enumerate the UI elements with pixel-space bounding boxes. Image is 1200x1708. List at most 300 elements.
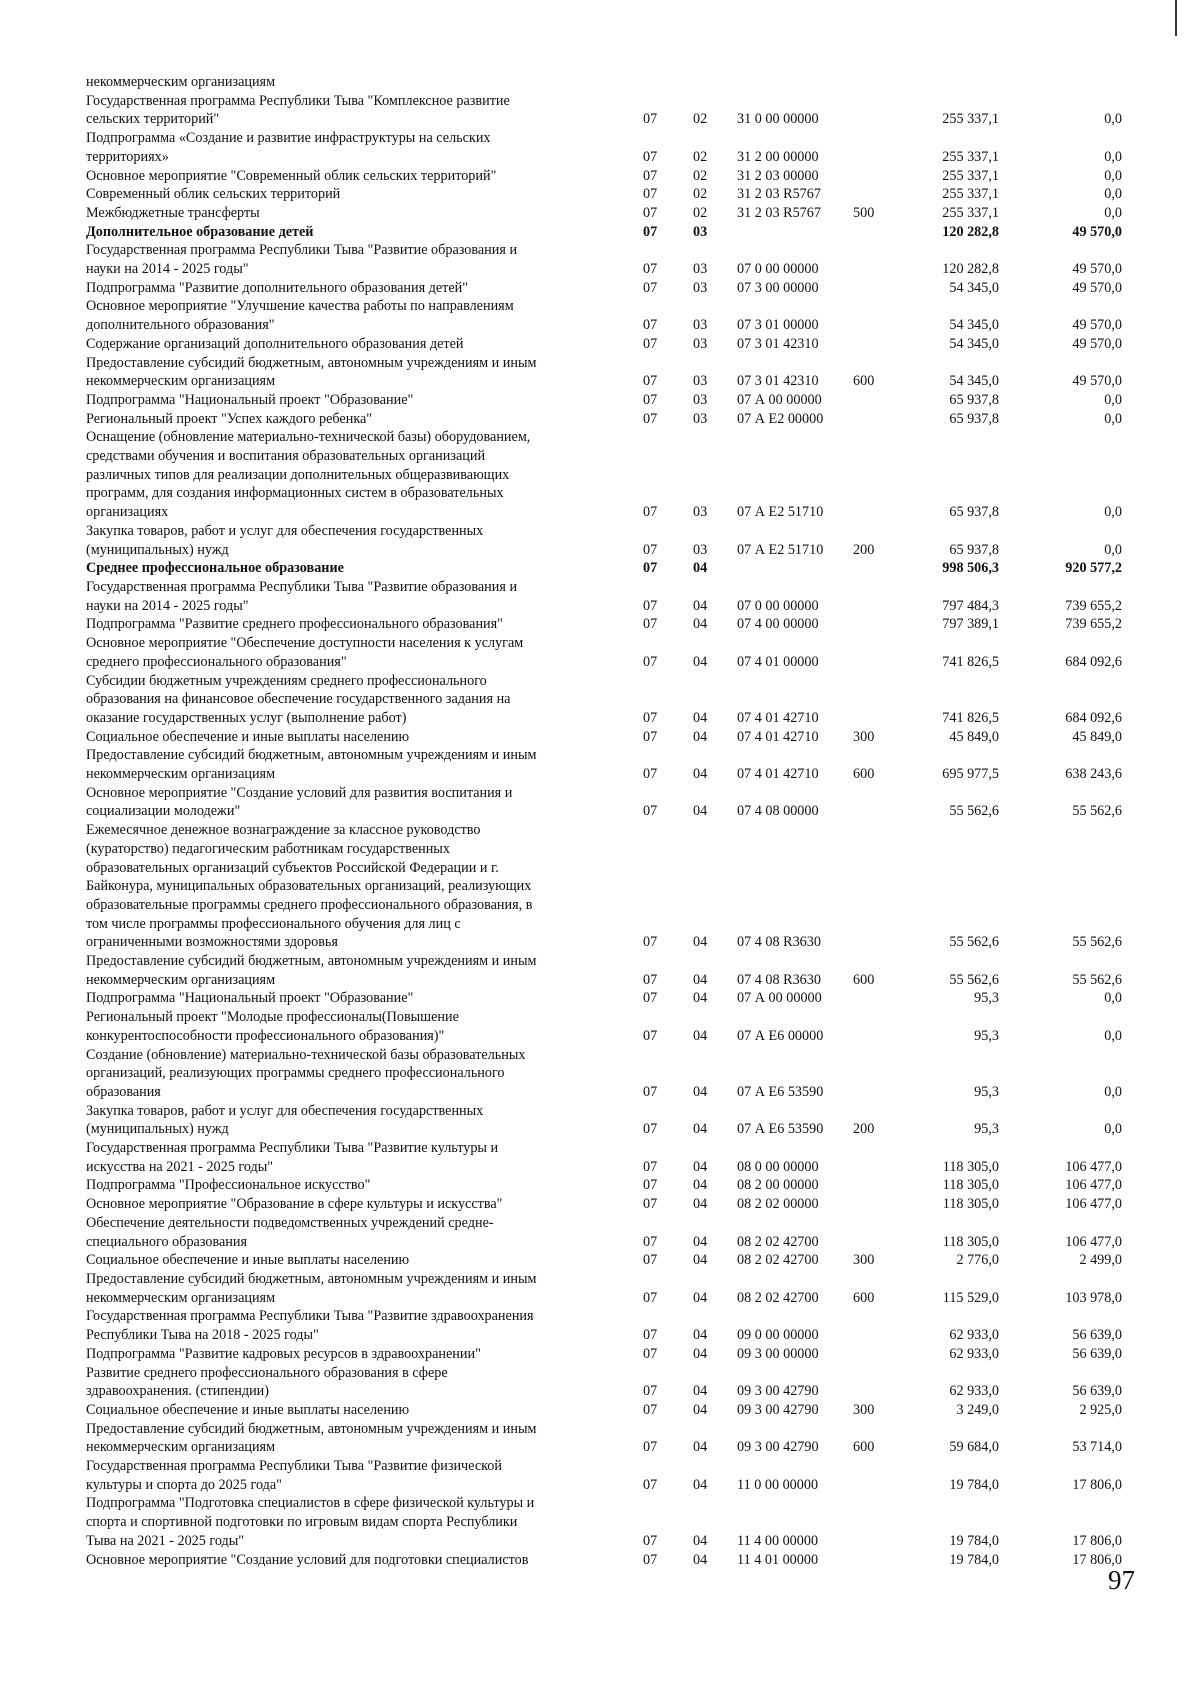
table-row	[86, 1046, 1146, 1102]
row-name-line: искусства на 2021 - 2025 годы"	[86, 1158, 274, 1175]
row-name	[86, 167, 631, 186]
section-code: 07	[643, 934, 658, 951]
table-row	[86, 672, 1146, 728]
row-name	[86, 204, 631, 223]
row-name	[86, 634, 631, 671]
table-row	[86, 634, 1146, 671]
amount-year-1: 54 345,0	[949, 317, 999, 334]
amount-year-2: 55 562,6	[1072, 971, 1122, 988]
amount-year-1: 118 305,0	[942, 1233, 999, 1250]
amount-year-2: 638 243,6	[1065, 766, 1122, 783]
subsection-code: 04	[693, 1401, 708, 1418]
amount-year-1: 3 249,0	[956, 1401, 999, 1418]
amount-year-1: 95,3	[974, 990, 999, 1007]
amount-year-1: 118 305,0	[942, 1158, 999, 1175]
row-name-line: Предоставление субсидий бюджетным, автономным учреждениям и иным	[86, 354, 537, 371]
subsection-code: 03	[693, 410, 708, 427]
table-row	[86, 1364, 1146, 1401]
row-name-line: Социальное обеспечение и иные выплаты населению	[86, 1401, 410, 1418]
section-code: 07	[643, 261, 658, 278]
row-name-line: образовательных организаций субъектов Российской Федерации и г.	[86, 859, 499, 876]
table-row	[86, 1420, 1146, 1457]
amount-year-2: 2 499,0	[1079, 1252, 1122, 1269]
expense-type-code: 300	[853, 1401, 875, 1418]
row-name	[86, 92, 631, 129]
section-code: 07	[643, 597, 658, 614]
target-article-code: 07 4 08 R3630	[737, 934, 821, 951]
table-row	[86, 784, 1146, 821]
amount-year-1: 95,3	[974, 1083, 999, 1100]
row-name-line: различных типов для реализации дополнительных общеразвивающих	[86, 466, 510, 483]
section-code: 07	[643, 204, 658, 221]
amount-year-2: 49 570,0	[1072, 317, 1122, 334]
section-code: 07	[643, 1177, 658, 1194]
row-name	[86, 1270, 631, 1307]
amount-year-2: 49 570,0	[1072, 223, 1122, 240]
amount-year-1: 255 337,1	[942, 204, 999, 221]
table-row	[86, 279, 1146, 298]
row-name-line: Среднее профессиональное образование	[86, 560, 344, 577]
table-row	[86, 578, 1146, 615]
target-article-code: 07 А Е2 51710	[737, 504, 824, 521]
subsection-code: 04	[693, 1289, 708, 1306]
amount-year-1: 255 337,1	[942, 111, 999, 128]
target-article-code: 31 0 00 00000	[737, 111, 819, 128]
subsection-code: 04	[693, 616, 708, 633]
target-article-code: 11 4 01 00000	[737, 1551, 819, 1568]
subsection-code: 03	[693, 223, 708, 240]
section-code: 07	[643, 335, 658, 352]
target-article-code: 07 4 01 42710	[737, 709, 819, 726]
amount-year-2: 45 849,0	[1072, 728, 1122, 745]
table-row	[86, 1176, 1146, 1195]
section-code: 07	[643, 1196, 658, 1213]
table-row	[86, 821, 1146, 952]
subsection-code: 04	[693, 1196, 708, 1213]
target-article-code: 07 4 01 00000	[737, 653, 819, 670]
table-row	[86, 185, 1146, 204]
target-article-code: 07 3 01 00000	[737, 317, 819, 334]
row-name	[86, 335, 631, 354]
row-name-line: культуры и спорта до 2025 года"	[86, 1476, 282, 1493]
target-article-code: 07 4 01 42710	[737, 766, 819, 783]
row-name-line: (кураторство) педагогическим работникам государственных	[86, 840, 450, 857]
target-article-code: 08 2 02 42700	[737, 1233, 819, 1250]
section-code: 07	[643, 111, 658, 128]
amount-year-2: 684 092,6	[1065, 709, 1122, 726]
row-name-line: образования	[86, 1083, 161, 1100]
budget-table	[86, 73, 1146, 1569]
row-name-line: территориях»	[86, 148, 169, 165]
target-article-code: 11 4 00 00000	[737, 1532, 819, 1549]
table-row	[86, 1551, 1146, 1570]
row-name-line: Предоставление субсидий бюджетным, автономным учреждениям и иным	[86, 1420, 537, 1437]
subsection-code: 04	[693, 1027, 708, 1044]
row-name	[86, 354, 631, 391]
target-article-code: 08 2 02 42700	[737, 1252, 819, 1269]
row-name	[86, 428, 631, 522]
target-article-code: 08 2 02 00000	[737, 1196, 819, 1213]
target-article-code: 07 3 00 00000	[737, 279, 819, 296]
section-code: 07	[643, 167, 658, 184]
row-name	[86, 1345, 631, 1364]
amount-year-1: 19 784,0	[949, 1551, 999, 1568]
target-article-code: 07 4 00 00000	[737, 616, 819, 633]
table-row	[86, 335, 1146, 354]
row-name-line: Субсидии бюджетным учреждениям среднего профессионального	[86, 672, 487, 689]
target-article-code: 07 0 00 00000	[737, 261, 819, 278]
amount-year-1: 95,3	[974, 1121, 999, 1138]
subsection-code: 04	[693, 1345, 708, 1362]
amount-year-2: 17 806,0	[1072, 1551, 1122, 1568]
row-name-line: Подпрограмма «Создание и развитие инфраструктуры на сельских	[86, 130, 491, 147]
expense-type-code: 200	[853, 1121, 875, 1138]
amount-year-1: 65 937,8	[949, 391, 999, 408]
table-row	[86, 1307, 1146, 1344]
subsection-code: 03	[693, 504, 708, 521]
amount-year-2: 0,0	[1104, 391, 1122, 408]
row-name	[86, 1046, 631, 1102]
row-name	[86, 952, 631, 989]
target-article-code: 07 А Е6 53590	[737, 1121, 824, 1138]
row-name-line: некоммерческим организациям	[86, 74, 276, 90]
target-article-code: 07 0 00 00000	[737, 597, 819, 614]
table-row	[86, 391, 1146, 410]
target-article-code: 31 2 03 R5767	[737, 186, 821, 203]
row-name-line: Государственная программа Республики Тыва "Развитие образования и	[86, 578, 518, 595]
amount-year-2: 0,0	[1104, 1083, 1122, 1100]
section-code: 07	[643, 653, 658, 670]
section-code: 07	[643, 1233, 658, 1250]
row-name-line: Межбюджетные трансферты	[86, 204, 260, 221]
table-row	[86, 1195, 1146, 1214]
amount-year-1: 255 337,1	[942, 148, 999, 165]
subsection-code: 02	[693, 186, 708, 203]
row-name-line: некоммерческим организациям	[86, 373, 276, 390]
row-name-line: Основное мероприятие "Создание условий для развития воспитания и	[86, 784, 513, 801]
amount-year-1: 45 849,0	[949, 728, 999, 745]
table-row	[86, 1214, 1146, 1251]
row-name-line: Закупка товаров, работ и услуг для обеспечения государственных	[86, 522, 484, 539]
subsection-code: 03	[693, 317, 708, 334]
subsection-code: 04	[693, 597, 708, 614]
row-name-line: конкурентоспособности профессионального образования)"	[86, 1027, 445, 1044]
amount-year-2: 103 978,0	[1065, 1289, 1122, 1306]
row-name-line: Подпрограмма "Национальный проект "Образование"	[86, 990, 414, 1007]
section-code: 07	[643, 1121, 658, 1138]
section-code: 07	[643, 766, 658, 783]
section-code: 07	[643, 803, 658, 820]
table-row	[86, 92, 1146, 129]
row-name-line: Основное мероприятие "Улучшение качества работы по направлениям	[86, 298, 514, 315]
table-row	[86, 223, 1146, 242]
row-name-line: Подпрограмма "Развитие дополнительного образования детей"	[86, 279, 469, 296]
table-row	[86, 1102, 1146, 1139]
subsection-code: 03	[693, 335, 708, 352]
section-code: 07	[643, 1289, 658, 1306]
expense-type-code: 600	[853, 766, 875, 783]
amount-year-1: 54 345,0	[949, 279, 999, 296]
section-code: 07	[643, 1532, 658, 1549]
section-code: 07	[643, 1252, 658, 1269]
section-code: 07	[643, 148, 658, 165]
table-row	[86, 952, 1146, 989]
amount-year-1: 797 484,3	[942, 597, 999, 614]
amount-year-1: 695 977,5	[942, 766, 999, 783]
row-name-line: Региональный проект "Молодые профессионалы(Повышение	[86, 1009, 459, 1026]
table-row	[86, 241, 1146, 278]
row-name	[86, 410, 631, 429]
table-row	[86, 615, 1146, 634]
amount-year-2: 106 477,0	[1065, 1233, 1122, 1250]
subsection-code: 04	[693, 1327, 708, 1344]
row-name-line: Социальное обеспечение и иные выплаты населению	[86, 1252, 410, 1269]
amount-year-1: 59 684,0	[949, 1439, 999, 1456]
row-name-line: Байконура, муниципальных образовательных организаций, реализующих	[86, 878, 532, 895]
amount-year-1: 55 562,6	[949, 971, 999, 988]
row-name-line: здравоохранения. (стипендии)	[86, 1383, 269, 1400]
row-name-line: Ежемесячное денежное вознаграждение за классное руководство	[86, 822, 481, 839]
amount-year-1: 118 305,0	[942, 1177, 999, 1194]
subsection-code: 03	[693, 279, 708, 296]
amount-year-2: 684 092,6	[1065, 653, 1122, 670]
amount-year-2: 55 562,6	[1072, 803, 1122, 820]
expense-type-code: 300	[853, 1252, 875, 1269]
scan-edge-mark	[1175, 0, 1177, 36]
row-name	[86, 1494, 631, 1550]
section-code: 07	[643, 1083, 658, 1100]
target-article-code: 07 А Е6 53590	[737, 1083, 824, 1100]
amount-year-2: 49 570,0	[1072, 279, 1122, 296]
section-code: 07	[643, 1027, 658, 1044]
row-name-line: Подпрограмма "Профессиональное искусство"	[86, 1177, 371, 1194]
row-name	[86, 185, 631, 204]
target-article-code: 08 2 02 42700	[737, 1289, 819, 1306]
subsection-code: 04	[693, 1233, 708, 1250]
subsection-code: 04	[693, 1439, 708, 1456]
amount-year-1: 62 933,0	[949, 1327, 999, 1344]
subsection-code: 04	[693, 560, 708, 577]
table-row	[86, 1345, 1146, 1364]
subsection-code: 02	[693, 167, 708, 184]
section-code: 07	[643, 1383, 658, 1400]
amount-year-2: 17 806,0	[1072, 1476, 1122, 1493]
target-article-code: 07 4 08 00000	[737, 803, 819, 820]
row-name-line: Современный облик сельских территорий	[86, 186, 341, 203]
row-name	[86, 559, 631, 578]
target-article-code: 31 2 03 00000	[737, 167, 819, 184]
row-name-line: среднего профессионального образования"	[86, 653, 347, 670]
amount-year-1: 118 305,0	[942, 1196, 999, 1213]
subsection-code: 04	[693, 934, 708, 951]
target-article-code: 11 0 00 00000	[737, 1476, 819, 1493]
target-article-code: 07 4 01 42710	[737, 728, 819, 745]
subsection-code: 04	[693, 990, 708, 1007]
table-row	[86, 410, 1146, 429]
row-name	[86, 1401, 631, 1420]
row-name	[86, 578, 631, 615]
amount-year-1: 19 784,0	[949, 1476, 999, 1493]
row-name	[86, 1457, 631, 1494]
amount-year-1: 2 776,0	[956, 1252, 999, 1269]
section-code: 07	[643, 1401, 658, 1418]
row-name	[86, 297, 631, 334]
target-article-code: 07 4 08 R3630	[737, 971, 821, 988]
row-name-line: (муниципальных) нужд	[86, 541, 229, 558]
table-row	[86, 1494, 1146, 1550]
section-code: 07	[643, 391, 658, 408]
section-code: 07	[643, 990, 658, 1007]
subsection-code: 03	[693, 261, 708, 278]
subsection-code: 02	[693, 148, 708, 165]
section-code: 07	[643, 971, 658, 988]
target-article-code: 07 А Е2 51710	[737, 541, 824, 558]
subsection-code: 04	[693, 1158, 708, 1175]
amount-year-1: 62 933,0	[949, 1383, 999, 1400]
table-row	[86, 746, 1146, 783]
amount-year-1: 741 826,5	[942, 709, 999, 726]
target-article-code: 07 3 01 42310	[737, 373, 819, 390]
amount-year-2: 0,0	[1104, 186, 1122, 203]
row-name-line: некоммерческим организациям	[86, 766, 276, 783]
subsection-code: 04	[693, 1177, 708, 1194]
subsection-code: 04	[693, 1252, 708, 1269]
amount-year-1: 19 784,0	[949, 1532, 999, 1549]
amount-year-2: 49 570,0	[1072, 373, 1122, 390]
row-name-line: Подпрограмма "Развитие среднего профессионального образования"	[86, 616, 503, 633]
amount-year-2: 739 655,2	[1065, 616, 1122, 633]
table-row	[86, 129, 1146, 166]
row-name-line: Основное мероприятие "Современный облик сельских территорий"	[86, 167, 497, 184]
section-code: 07	[643, 410, 658, 427]
row-name-line: Подпрограмма "Подготовка специалистов в сфере физической культуры и	[86, 1495, 535, 1512]
row-name	[86, 1102, 631, 1139]
amount-year-2: 56 639,0	[1072, 1327, 1122, 1344]
section-code: 07	[643, 709, 658, 726]
row-name-line: (муниципальных) нужд	[86, 1121, 229, 1138]
table-row	[86, 204, 1146, 223]
row-name-line: Тыва на 2021 - 2025 годы"	[86, 1532, 245, 1549]
amount-year-2: 0,0	[1104, 504, 1122, 521]
table-row	[86, 1457, 1146, 1494]
table-row	[86, 1401, 1146, 1420]
section-code: 07	[643, 728, 658, 745]
section-code: 07	[643, 279, 658, 296]
expense-type-code: 500	[853, 204, 875, 221]
section-code: 07	[643, 373, 658, 390]
row-name-line: Дополнительное образование детей	[86, 223, 314, 240]
subsection-code: 04	[693, 709, 708, 726]
row-name-line: науки на 2014 - 2025 годы"	[86, 597, 249, 614]
row-name	[86, 784, 631, 821]
row-name	[86, 522, 631, 559]
section-code: 07	[643, 541, 658, 558]
subsection-code: 04	[693, 1083, 708, 1100]
subsection-code: 04	[693, 1383, 708, 1400]
row-name-line: специального образования	[86, 1233, 247, 1250]
table-row	[86, 73, 1146, 92]
target-article-code: 07 А Е2 00000	[737, 410, 824, 427]
amount-year-1: 115 529,0	[942, 1289, 999, 1306]
table-row	[86, 989, 1146, 1008]
subsection-code: 03	[693, 541, 708, 558]
row-name-line: организаций, реализующих программы среднего профессионального	[86, 1065, 505, 1082]
amount-year-1: 55 562,6	[949, 803, 999, 820]
amount-year-1: 120 282,8	[942, 223, 999, 240]
row-name	[86, 989, 631, 1008]
target-article-code: 07 А Е6 00000	[737, 1027, 824, 1044]
section-code: 07	[643, 1327, 658, 1344]
target-article-code: 07 А 00 00000	[737, 990, 822, 1007]
target-article-code: 31 2 00 00000	[737, 148, 819, 165]
row-name-line: Подпрограмма "Национальный проект "Образование"	[86, 391, 414, 408]
section-code: 07	[643, 1551, 658, 1568]
row-name-line: Оснащение (обновление материально-технической базы) оборудованием,	[86, 429, 531, 446]
row-name	[86, 241, 631, 278]
row-name-line: Основное мероприятие "Образование в сфере культуры и искусства"	[86, 1196, 503, 1213]
subsection-code: 03	[693, 391, 708, 408]
amount-year-1: 255 337,1	[942, 167, 999, 184]
section-code: 07	[643, 186, 658, 203]
row-name	[86, 1307, 631, 1344]
row-name	[86, 129, 631, 166]
row-name-line: некоммерческим организациям	[86, 971, 276, 988]
subsection-code: 02	[693, 204, 708, 221]
amount-year-2: 49 570,0	[1072, 261, 1122, 278]
row-name	[86, 1176, 631, 1195]
target-article-code: 09 3 00 42790	[737, 1439, 819, 1456]
row-name-line: ограниченными возможностями здоровья	[86, 934, 338, 951]
row-name-line: Содержание организаций дополнительного образования детей	[86, 335, 464, 352]
expense-type-code: 300	[853, 728, 875, 745]
row-name-line: Государственная программа Республики Тыва "Развитие физической	[86, 1458, 502, 1475]
row-name-line: Подпрограмма "Развитие кадровых ресурсов в здравоохранении"	[86, 1345, 481, 1362]
row-name	[86, 1551, 631, 1570]
row-name-line: некоммерческим организациям	[86, 1439, 276, 1456]
table-row	[86, 428, 1146, 522]
amount-year-1: 65 937,8	[949, 410, 999, 427]
row-name	[86, 821, 631, 952]
section-code: 07	[643, 1476, 658, 1493]
row-name-line: организациях	[86, 504, 169, 521]
table-row	[86, 522, 1146, 559]
subsection-code: 04	[693, 653, 708, 670]
subsection-code: 04	[693, 803, 708, 820]
row-name-line: программ, для создания информационных систем в образовательных	[86, 485, 504, 502]
amount-year-2: 106 477,0	[1065, 1158, 1122, 1175]
target-article-code: 09 3 00 00000	[737, 1345, 819, 1362]
row-name	[86, 279, 631, 298]
amount-year-1: 95,3	[974, 1027, 999, 1044]
row-name-line: некоммерческим организациям	[86, 1289, 276, 1306]
amount-year-2: 0,0	[1104, 148, 1122, 165]
subsection-code: 03	[693, 373, 708, 390]
amount-year-1: 54 345,0	[949, 335, 999, 352]
expense-type-code: 200	[853, 541, 875, 558]
section-code: 07	[643, 616, 658, 633]
row-name-line: Предоставление субсидий бюджетным, автономным учреждениям и иным	[86, 953, 537, 970]
target-article-code: 08 2 00 00000	[737, 1177, 819, 1194]
amount-year-1: 255 337,1	[942, 186, 999, 203]
row-name-line: Основное мероприятие "Создание условий для подготовки специалистов	[86, 1551, 529, 1568]
row-name-line: Региональный проект "Успех каждого ребенка"	[86, 410, 373, 427]
table-row	[86, 167, 1146, 186]
row-name-line: оказание государственных услуг (выполнение работ)	[86, 709, 407, 726]
section-code: 07	[643, 1345, 658, 1362]
row-name-line: спорта и спортивной подготовки по игровым видам спорта Республики	[86, 1514, 518, 1531]
amount-year-2: 49 570,0	[1072, 335, 1122, 352]
row-name	[86, 1251, 631, 1270]
